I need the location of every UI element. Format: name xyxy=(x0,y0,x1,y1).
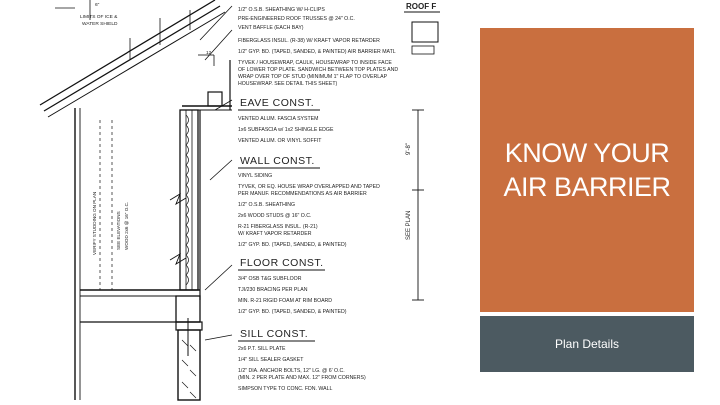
floor-notes xyxy=(238,276,347,315)
roof-note: FIBERGLASS INSUL. (R-38) W/ KRAFT VAPOR RETARDER xyxy=(238,38,380,44)
title-panel xyxy=(480,28,694,312)
sill-note: 1/4" SILL SEALER GASKET xyxy=(238,357,304,363)
floor-note: TJI/230 BRACING PER PLAN xyxy=(238,287,308,293)
roof-note: VENT BAFFLE (EACH BAY) xyxy=(238,25,304,31)
roof-note: PRE-ENGINEERED ROOF TRUSSES @ 24" O.C. xyxy=(238,16,355,22)
studs-note-3: WOOD 2x6 @ 16" O.C. xyxy=(124,201,129,250)
roof-framing xyxy=(40,0,232,117)
floor-note: MIN. R-21 RIGID FOAM AT RIM BOARD xyxy=(238,298,333,304)
studs-note-2: VERIFY STUDDING ON PLAN xyxy=(92,191,97,255)
wall-note: 2x6 WOOD STUDS @ 16" O.C. xyxy=(238,213,312,219)
wall-note: PER MANUF. RECOMMENDATIONS AS AIR BARRIER xyxy=(238,191,367,197)
dimension-line xyxy=(412,110,424,300)
sill-note: 2x6 P.T. SILL PLATE xyxy=(238,346,286,352)
roof-tag: ROOF F xyxy=(406,2,437,11)
wall-note: TYVEK, OR EQ. HOUSE WRAP OVERLAPPED AND TAPED xyxy=(238,184,380,190)
dimension-label: 9'-8" xyxy=(406,143,412,155)
roof-note: WRAP OVER TOP OF STUD (MINIMUM 1" FLAP TO OVERLAP xyxy=(238,74,387,80)
wall-note: 1/2" GYP. BD. (TAPED, SANDED, & PAINTED) xyxy=(238,242,347,248)
roof-note: 1/2" O.S.B. SHEATHING W/ H-CLIPS xyxy=(238,7,325,13)
slide-title xyxy=(492,136,682,204)
limit-note: LIMITS OF ICE & WATER SHIELD xyxy=(80,15,118,27)
floor-note: 3/4" OSB T&G SUBFLOOR xyxy=(238,276,302,282)
eave-note: VENTED ALUM. OR VINYL SOFFIT xyxy=(238,138,322,144)
subtitle-panel xyxy=(480,316,694,372)
see-plan-label: SEE PLAN xyxy=(406,210,412,240)
sill-title: SILL CONST. xyxy=(240,328,309,340)
sill-note: SIMPSON TYPE TO CONC. FDN. WALL xyxy=(238,386,333,392)
wall-title: WALL CONST. xyxy=(240,155,315,167)
eave-notes xyxy=(238,116,335,144)
sill-notes xyxy=(238,346,367,392)
studs-note: SEE ELEVATIONS xyxy=(116,211,121,250)
eave-title: EAVE CONST. xyxy=(240,97,315,109)
sill-note: 1/2" DIA. ANCHOR BOLTS, 12" LG. @ 6' O.C. xyxy=(238,368,345,374)
roof-note: 1/2" GYP. BD. (TAPED, SANDED, & PAINTED) AIR BARRIER MATL xyxy=(238,49,396,55)
roof-note: OF LOWER TOP PLATE. SANDWICH BETWEEN TOP PLATES AND xyxy=(238,67,399,73)
roof-notes xyxy=(238,7,400,87)
floor-title: FLOOR CONST. xyxy=(240,257,324,269)
leader-lines xyxy=(200,6,232,340)
scale-label: 6" xyxy=(95,3,100,8)
wall-note: VINYL SIDING xyxy=(238,173,273,179)
title-line-2: AIR BARRIER xyxy=(503,172,671,202)
wall-notes xyxy=(238,173,381,248)
slide-subtitle: Plan Details xyxy=(554,337,620,351)
eave-note: 1x6 SUBFASCIA w/ 1x2 SHINGLE EDGE xyxy=(238,127,334,133)
roof-note: HOUSEWRAP. SEE DETAIL THIS SHEET) xyxy=(238,81,338,87)
floor-note: 1/2" GYP. BD. (TAPED, SANDED, & PAINTED) xyxy=(238,309,347,315)
eave-note: VENTED ALUM. FASCIA SYSTEM xyxy=(238,116,319,122)
title-line-1: KNOW YOUR xyxy=(504,138,670,168)
pitch-label: 12 xyxy=(206,51,212,56)
wall-note: 1/2" O.S.B. SHEATHING xyxy=(238,202,296,208)
roof-note: TYVEK / HOUSEWRAP, CAULK, HOUSEWRAP TO INSIDE FACE xyxy=(238,60,392,66)
wall-note: W/ KRAFT VAPOR RETARDER xyxy=(238,231,312,237)
wall-note: R-21 FIBERGLASS INSUL. (R-21) xyxy=(238,224,318,230)
sill-note: (MIN. 2 PER PLATE AND MAX. 12" FROM CORNERS) xyxy=(238,375,366,381)
